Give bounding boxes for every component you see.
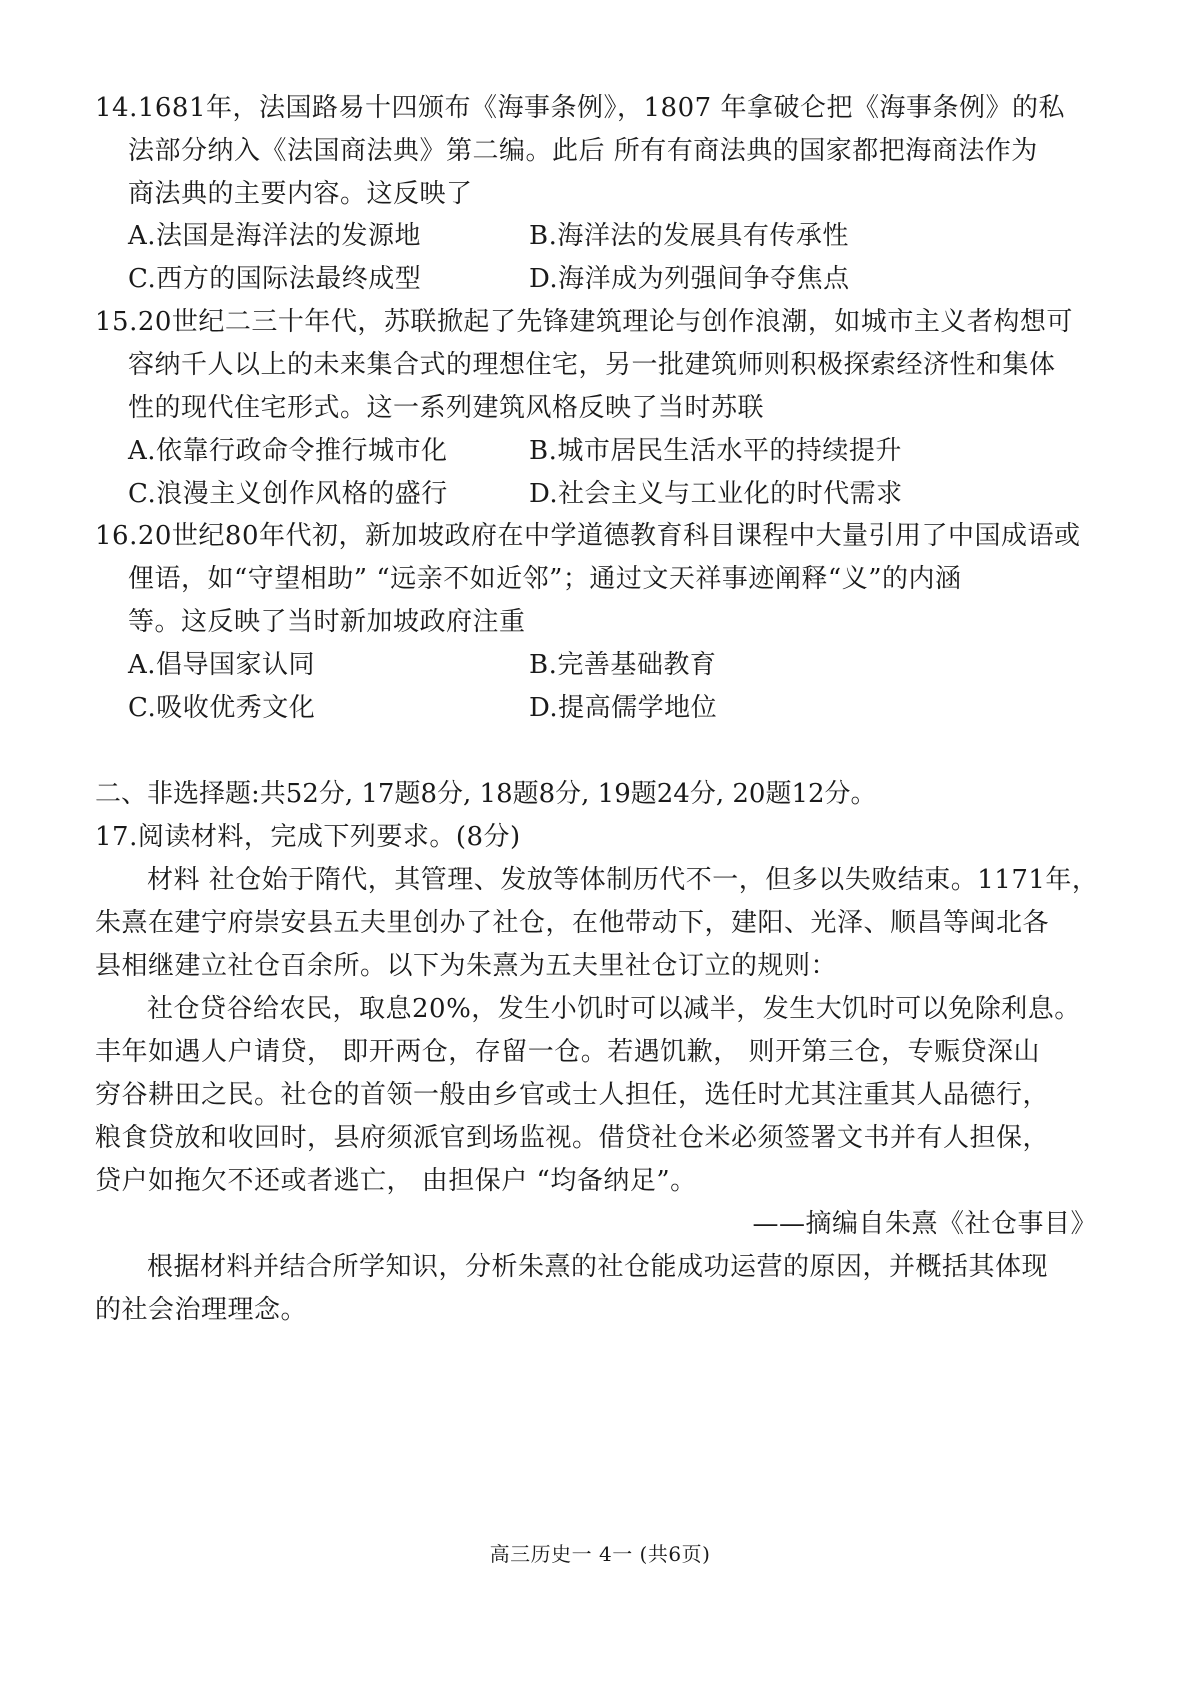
question-16-option-c: C.吸收优秀文化: [128, 693, 316, 723]
question-16-stem-line-2: 俚语，如“守望相助” “远亲不如近邻”；通过文天祥事迹阐释“义”的内涵: [128, 564, 962, 594]
question-16-option-b: B.完善基础教育: [529, 650, 717, 680]
material-line-4: 社仓贷谷给农民，取息20%，发生小饥时可以减半，发生大饥时可以免除利息。: [147, 994, 1081, 1024]
material-line-8: 贷户如拖欠不还或者逃亡， 由担保户 “均备纳足”。: [95, 1166, 697, 1196]
question-17-task-line-2: 的社会治理理念。: [95, 1295, 308, 1325]
question-17-title: 17.阅读材料，完成下列要求。(8分): [95, 822, 521, 852]
question-14-option-c: C.西方的国际法最终成型: [128, 264, 422, 294]
question-14-option-b: B.海洋法的发展具有传承性: [529, 221, 849, 251]
question-16-stem-line-1: 16.20世纪80年代初，新加坡政府在中学道德教育科目课程中大量引用了中国成语或: [95, 521, 1081, 551]
page-footer: 高三历史一 4一 (共6页): [489, 1542, 711, 1566]
question-15-option-a: A.依靠行政命令推行城市化: [128, 436, 448, 466]
material-line-5: 丰年如遇人户请贷， 即开两仓，存留一仓。若遇饥歉， 则开第三仓，专赈贷深山: [95, 1037, 1041, 1067]
material-line-6: 穷谷耕田之民。社仓的首领一般由乡官或士人担任，选任时尤其注重其人品德行，: [95, 1080, 1050, 1110]
question-15-option-d: D.社会主义与工业化的时代需求: [529, 479, 903, 509]
question-17-task-line-1: 根据材料并结合所学知识，分析朱熹的社仓能成功运营的原因，并概括其体现: [147, 1252, 1049, 1282]
question-15-option-c: C.浪漫主义创作风格的盛行: [128, 479, 448, 509]
question-15-option-b: B.城市居民生活水平的持续提升: [529, 436, 902, 466]
material-line-3: 县相继建立社仓百余所。以下为朱熹为五夫里社仓订立的规则：: [95, 951, 838, 981]
material-line-7: 粮食贷放和收回时，县府须派官到场监视。借贷社仓米必须签署文书并有人担保，: [95, 1123, 1050, 1153]
material-source: ——摘编自朱熹《社仓事目》: [752, 1209, 1097, 1239]
section-2-heading: 二、非选择题:共52分, 17题8分, 18题8分, 19题24分, 20题12分。: [95, 779, 877, 809]
question-14-stem-line-2: 法部分纳入《法国商法典》第二编。此后 所有有商法典的国家都把海商法作为: [128, 136, 1038, 166]
question-16-option-d: D.提高儒学地位: [529, 693, 718, 723]
question-15-stem-line-2: 容纳千人以上的未来集合式的理想住宅，另一批建筑师则积极探索经济性和集体: [128, 350, 1056, 380]
question-15-stem-line-3: 性的现代住宅形式。这一系列建筑风格反映了当时苏联: [128, 393, 765, 423]
question-15-stem-line-1: 15.20世纪二三十年代，苏联掀起了先锋建筑理论与创作浪潮，如城市主义者构想可: [95, 307, 1073, 337]
material-line-2: 朱熹在建宁府崇安县五夫里创办了社仓，在他带动下，建阳、光泽、顺昌等闽北各: [95, 908, 1050, 938]
question-16-stem-line-3: 等。这反映了当时新加坡政府注重: [128, 607, 526, 637]
question-16-option-a: A.倡导国家认同: [128, 650, 316, 680]
question-14-stem-line-1: 14.1681年，法国路易十四颁布《海事条例》，1807 年拿破仑把《海事条例》的私: [95, 93, 1065, 123]
question-14-stem-line-3: 商法典的主要内容。这反映了: [128, 179, 473, 209]
question-14-option-d: D.海洋成为列强间争夺焦点: [529, 264, 850, 294]
material-line-1: 材料 社仓始于隋代，其管理、发放等体制历代不一，但多以失败结束。1171年，: [147, 865, 1099, 895]
question-14-option-a: A.法国是海洋法的发源地: [128, 221, 422, 251]
